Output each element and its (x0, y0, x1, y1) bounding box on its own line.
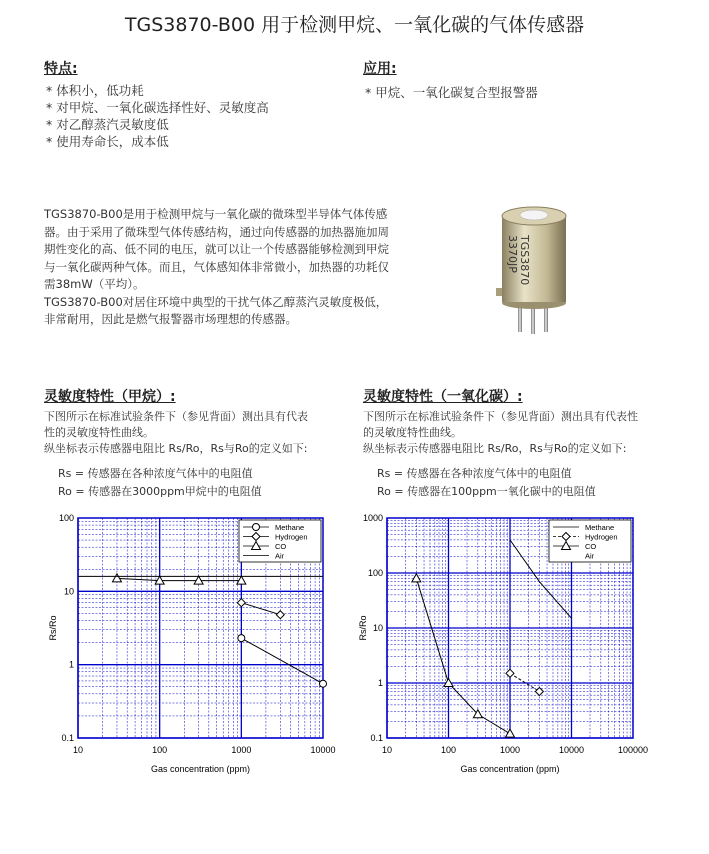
description-line: TGS3870-B00对居住环境中典型的干扰气体乙醇蒸汽灵敏度极低， (44, 294, 388, 309)
x-tick-label: 10000 (310, 745, 336, 755)
y-tick-label: 0.1 (370, 733, 383, 743)
co-def-rs: Rs = 传感器在各种浓度气体中的电阻值 (377, 467, 572, 480)
methane-def-ro: Ro = 传感器在3000ppm甲烷中的电阻值 (58, 485, 262, 498)
intro-line: 下图所示在标准试验条件下（参见背面）测出具有代表性 (363, 410, 638, 423)
co-section-heading: 灵敏度特性（一氧化碳）: (363, 389, 523, 405)
intro-line: 下图所示在标准试验条件下（参见背面）测出具有代表 (44, 410, 308, 423)
co-sensitivity-chart (350, 510, 680, 780)
data-point-hydrogen (535, 688, 543, 696)
data-point-co (506, 729, 515, 737)
y-tick-label: 1 (377, 678, 383, 688)
legend-label: Hydrogen (585, 532, 618, 542)
methane-def-rs: Rs = 传感器在各种浓度气体中的电阻值 (58, 467, 253, 480)
y-tick-label: 10 (372, 623, 383, 633)
data-point-co (112, 574, 121, 582)
legend-label: Hydrogen (275, 532, 308, 542)
description (44, 206, 424, 329)
methane-intro (44, 409, 344, 457)
legend-marker (253, 524, 260, 531)
x-tick-label: 10 (381, 745, 393, 755)
sensor-image (485, 200, 595, 335)
features-list (46, 82, 269, 150)
methane-sensitivity-chart (40, 510, 340, 780)
y-tick-label: 1000 (362, 513, 383, 523)
description-line: 器。由于采用了微珠型气体传感结构，通过向传感器的加热器施加周 (44, 224, 389, 239)
sensor-label-line2: 3370JP (506, 235, 519, 273)
x-tick-label: 1000 (231, 745, 252, 755)
applications-heading: 应用: (363, 61, 397, 77)
applications-list (365, 84, 538, 101)
description-line: 与一氧化碳两种气体。而且，气体感知体非常微小，加热器的功耗仅 (44, 259, 389, 274)
legend-label: Air (585, 551, 595, 561)
data-point-hydrogen (276, 611, 284, 619)
legend-label: CO (585, 542, 597, 551)
x-tick-label: 100 (440, 745, 457, 755)
features-heading: 特点: (44, 61, 78, 77)
legend-label: Methane (585, 523, 615, 532)
description-line: 需38mW（平均）。 (44, 277, 145, 291)
y-axis-label: Rs/Ro (358, 615, 368, 641)
y-axis-label: Rs/Ro (48, 615, 58, 641)
y-tick-label: 10 (63, 586, 74, 597)
legend-label: CO (275, 542, 287, 551)
x-tick-label: 1000 (499, 745, 521, 755)
x-tick-label: 10000 (558, 745, 585, 755)
x-tick-label: 10 (72, 745, 84, 755)
data-point-methane (320, 680, 327, 687)
co-intro (363, 409, 673, 457)
data-point-co (412, 574, 421, 582)
intro-line: 性的灵敏度特性曲线。 (44, 426, 154, 439)
feature-item: * 对甲烷、一氧化碳选择性好、灵敏度高 (46, 100, 269, 115)
legend-label: Air (275, 551, 285, 561)
series-line-hydrogen (241, 603, 280, 615)
legend-label: Methane (275, 523, 305, 532)
x-axis-label: Gas concentration (ppm) (460, 764, 560, 774)
intro-line: 的灵敏度特性曲线。 (363, 426, 462, 439)
sensor-label-line1: TGS3870 (518, 235, 531, 286)
application-item: * 甲烷、一氧化碳复合型报警器 (365, 85, 538, 100)
series-line-methane (241, 638, 323, 684)
feature-item: * 体积小，低功耗 (46, 83, 144, 98)
series-line-co (117, 578, 241, 580)
data-point-hydrogen (237, 599, 245, 607)
intro-line: 纵坐标表示传感器电阻比 Rs/Ro，Rs与Ro的定义如下: (363, 442, 627, 455)
y-tick-label: 0.1 (61, 733, 74, 743)
y-tick-label: 100 (58, 513, 74, 523)
data-point-methane (238, 635, 245, 642)
description-line: 期性变化的高、低不同的电压，就可以让一个传感器能够检测到甲烷 (44, 242, 389, 256)
co-def-ro: Ro = 传感器在100ppm一氧化碳中的电阻值 (377, 485, 596, 498)
feature-item: * 使用寿命长，成本低 (46, 134, 169, 149)
x-tick-label: 100 (152, 745, 168, 755)
feature-item: * 对乙醇蒸汽灵敏度低 (46, 117, 169, 132)
x-tick-label: 100000 (617, 745, 649, 755)
description-line: TGS3870-B00是用于检测甲烷与一氧化碳的微珠型半导体气体传感 (44, 207, 388, 221)
description-line: 非常耐用，因此是燃气报警器市场理想的传感器。 (44, 312, 297, 326)
y-tick-label: 100 (367, 568, 383, 578)
page-title: TGS3870-B00 用于检测甲烷、一氧化碳的气体传感器 (124, 14, 585, 36)
methane-section-heading: 灵敏度特性（甲烷）: (44, 389, 176, 405)
y-tick-label: 1 (68, 659, 74, 670)
x-axis-label: Gas concentration (ppm) (150, 764, 251, 774)
intro-line: 纵坐标表示传感器电阻比 Rs/Ro，Rs与Ro的定义如下: (44, 442, 308, 455)
